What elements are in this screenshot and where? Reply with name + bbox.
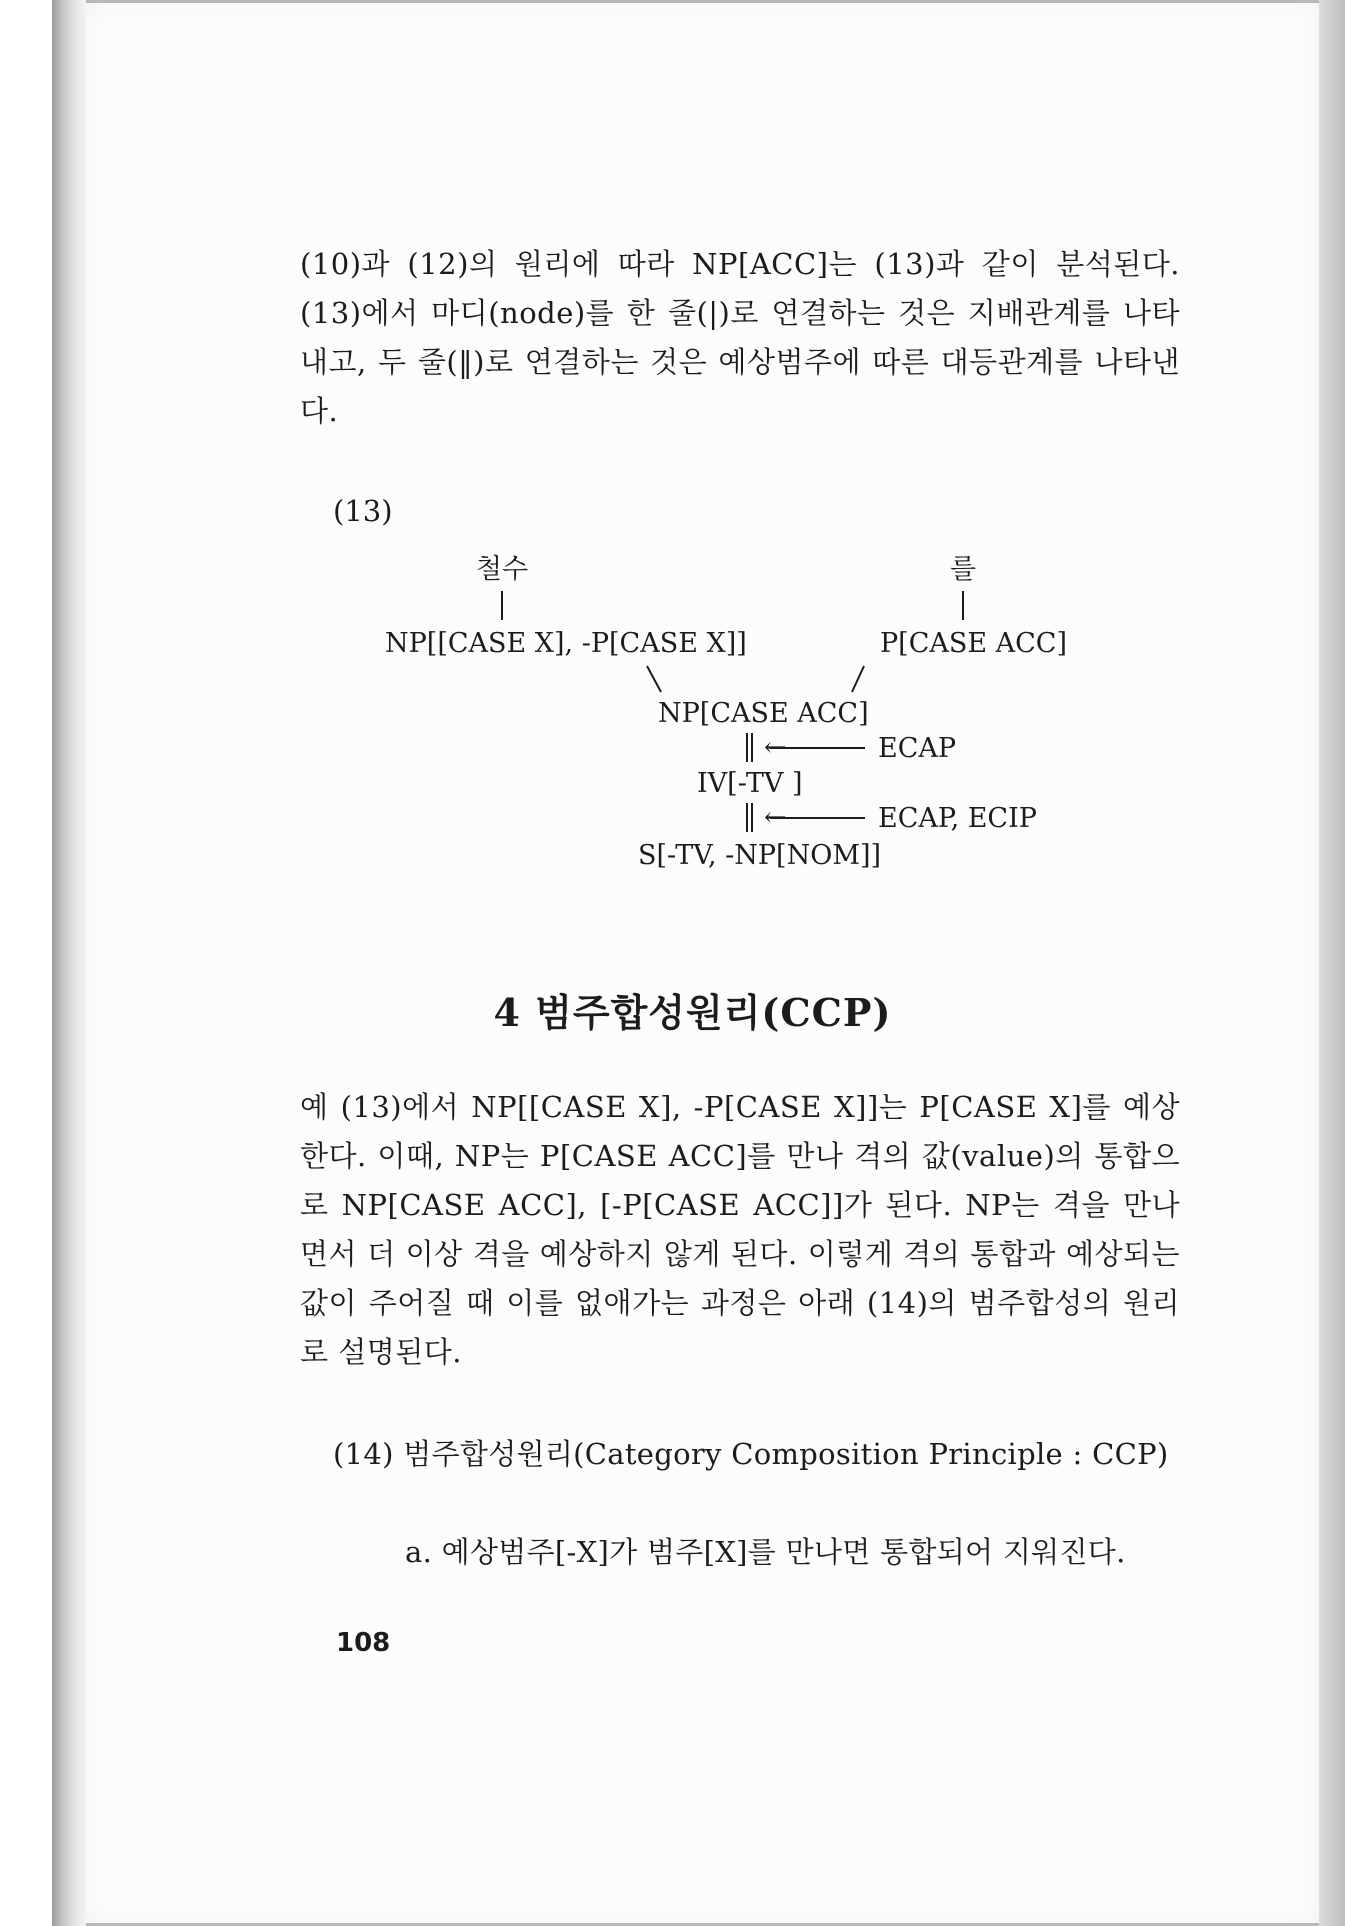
tree-node-iv: IV[-TV ]	[697, 768, 803, 799]
tree-arrow-label-2: ECAP, ECIP	[878, 803, 1037, 834]
section-heading: 4 범주합성원리(CCP)	[493, 990, 892, 1035]
principle-14-item-a: a. 예상범주[-X]가 범주[X]를 만나면 통합되어 지워진다.	[405, 1535, 1126, 1569]
tree-arrow-label-1: ECAP	[878, 733, 957, 764]
paragraph-2: 예 (13)에서 NP[[CASE X], -P[CASE X]]는 P[CASE X]를 예상한다. 이때, NP는 P[CASE ACC]를 만나 격의 값(value)의 통합으로 NP[CASE ACC], [-P[CASE ACC]]가 된다. NP는 격을 만나면서 더 이상 격을 예상하지 않게 된다. 이렇게 격의 통합과 예상되는 값이 주어질 때 이를 없애가는 과정은 아래 (14)의 범주합성의 원리로 설명된다.	[300, 1090, 1180, 1369]
paragraph-1: (10)과 (12)의 원리에 따라 NP[ACC]는 (13)과 같이 분석된다. (13)에서 마디(node)를 한 줄(|)로 연결하는 것은 지배관계를 나타내고, 두 줄(‖)로 연결하는 것은 예상범주에 따른 대등관계를 나타낸다.	[300, 247, 1180, 428]
tree-node-right: P[CASE ACC]	[880, 628, 1067, 659]
book-right-edge	[1319, 0, 1345, 1926]
tree-word-right: 를	[949, 554, 977, 585]
tree-node-left: NP[[CASE X], -P[CASE X]]	[385, 628, 747, 659]
tree-word-left: 철수	[475, 554, 529, 585]
example-label-13: (13)	[333, 494, 393, 528]
tree-node-s: S[-TV, -NP[NOM]]	[638, 840, 882, 871]
page-top-border	[86, 0, 1319, 3]
tree-arrow-2-head: ←	[764, 802, 787, 833]
tree-arrow-1-head: ←	[764, 732, 787, 763]
principle-14-title: (14) 범주합성원리(Category Composition Principle : CCP)	[333, 1437, 1169, 1471]
book-spine-edge	[52, 0, 86, 1926]
tree-node-np-acc: NP[CASE ACC]	[658, 698, 869, 729]
page-number: 108	[336, 1628, 391, 1658]
